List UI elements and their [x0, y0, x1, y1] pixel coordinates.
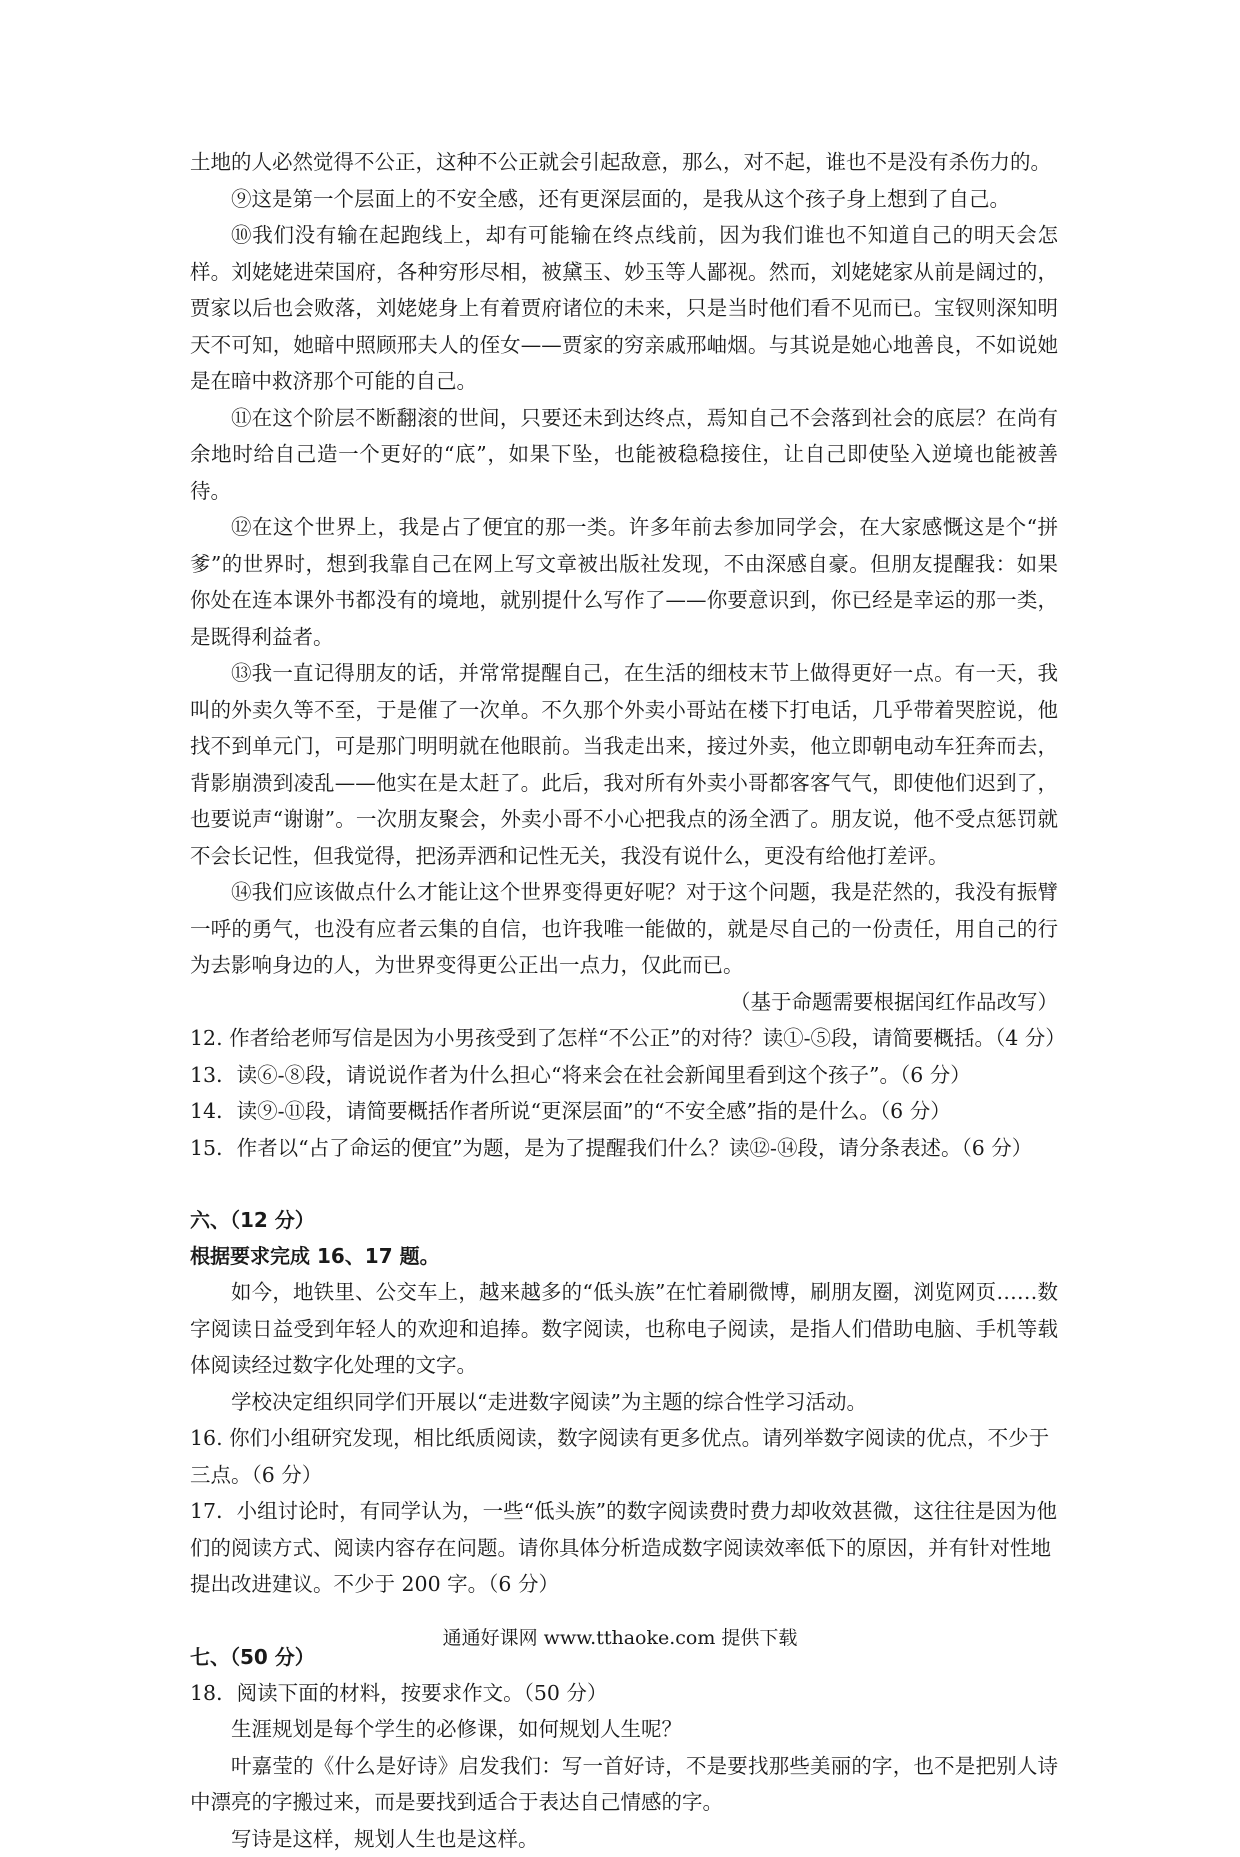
passage-paragraph-11: ⑪在这个阶层不断翻滚的世间，只要还未到达终点，焉知自己不会落到社会的底层？在尚有余地时给自己造一个更好的“底”，如果下坠，也能被稳稳接住，让自己即使坠入逆境也能被善待。	[190, 400, 1058, 510]
passage-paragraph-8-end: 土地的人必然觉得不公正，这种不公正就会引起敌意，那么，对不起，谁也不是没有杀伤力的。	[190, 144, 1058, 181]
question-15: 15．作者以“占了命运的便宜”为题，是为了提醒我们什么？读⑫-⑭段，请分条表述。（6 分）	[190, 1130, 1058, 1167]
passage-paragraph-10: ⑩我们没有输在起跑线上，却有可能输在终点线前，因为我们谁也不知道自己的明天会怎样。刘姥姥进荣国府，各种穷形尽相，被黛玉、妙玉等人鄙视。然而，刘姥姥家从前是阔过的，贾家以后也会败落，刘姥姥身上有着贾府诸位的未来，只是当时他们看不见而已。宝钗则深知明天不可知，她暗中照顾邢夫人的侄女——贾家的穷亲戚邢岫烟。与其说是她心地善良，不如说她是在暗中救济那个可能的自己。	[190, 217, 1058, 400]
essay-material-3: 写诗是这样，规划人生也是这样。	[190, 1821, 1058, 1857]
section-6-heading: 六、（12 分）	[190, 1202, 1058, 1238]
passage-paragraph-12: ⑫在这个世界上，我是占了便宜的那一类。许多年前去参加同学会，在大家感慨这是个“拼爹”的世界时，想到我靠自己在网上写文章被出版社发现，不由深感自豪。但朋友提醒我：如果你处在连本课外书都没有的境地，就别提什么写作了——你要意识到，你已经是幸运的那一类，是既得利益者。	[190, 509, 1058, 655]
page-footer: 通通好课网 www.tthaoke.com 提供下载	[0, 1623, 1240, 1650]
section-6-paragraph-1: 如今，地铁里、公交车上，越来越多的“低头族”在忙着刷微博，刷朋友圈，浏览网页……数字阅读日益受到年轻人的欢迎和追捧。数字阅读，也称电子阅读，是指人们借助电脑、手机等载体阅读经过数字化处理的文字。	[190, 1274, 1058, 1384]
passage-paragraph-13: ⑬我一直记得朋友的话，并常常提醒自己，在生活的细枝末节上做得更好一点。有一天，我叫的外卖久等不至，于是催了一次单。不久那个外卖小哥站在楼下打电话，几乎带着哭腔说，他找不到单元门，可是那门明明就在他眼前。当我走出来，接过外卖，他立即朝电动车狂奔而去，背影崩溃到凌乱——他实在是太赶了。此后，我对所有外卖小哥都客客气气，即使他们迟到了，也要说声“谢谢”。一次朋友聚会，外卖小哥不小心把我点的汤全洒了。朋友说，他不受点惩罚就不会长记性，但我觉得，把汤弄洒和记性无关，我没有说什么，更没有给他打差评。	[190, 655, 1058, 874]
question-16: 16. 你们小组研究发现，相比纸质阅读，数字阅读有更多优点。请列举数字阅读的优点，不少于三点。（6 分）	[190, 1420, 1058, 1493]
question-12: 12. 作者给老师写信是因为小男孩受到了怎样“不公正”的对待？读①-⑤段，请简要概括。（4 分）	[190, 1020, 1058, 1057]
essay-material-1: 生涯规划是每个学生的必修课，如何规划人生呢？	[190, 1711, 1058, 1748]
section-7-heading: 七、（50 分）	[190, 1639, 1058, 1675]
exam-page	[190, 144, 1058, 1857]
question-13: 13．读⑥-⑧段，请说说作者为什么担心“将来会在社会新闻里看到这个孩子”。（6 分）	[190, 1057, 1058, 1094]
section-6-instruction: 根据要求完成 16、17 题。	[190, 1238, 1058, 1274]
question-14: 14．读⑨-⑪段，请简要概括作者所说“更深层面”的“不安全感”指的是什么。（6 分）	[190, 1093, 1058, 1130]
question-17: 17．小组讨论时，有同学认为，一些“低头族”的数字阅读费时费力却收效甚微，这往往是因为他们的阅读方式、阅读内容存在问题。请你具体分析造成数字阅读效率低下的原因，并有针对性地提出改进建议。不少于 200 字。（6 分）	[190, 1493, 1058, 1603]
question-18: 18．阅读下面的材料，按要求作文。（50 分）	[190, 1675, 1058, 1712]
passage-source-note: （基于命题需要根据闰红作品改写）	[190, 984, 1058, 1021]
passage-paragraph-14: ⑭我们应该做点什么才能让这个世界变得更好呢？对于这个问题，我是茫然的，我没有振臂一呼的勇气，也没有应者云集的自信，也许我唯一能做的，就是尽自己的一份责任，用自己的行为去影响身边的人，为世界变得更公正出一点力，仅此而已。	[190, 874, 1058, 984]
essay-material-2: 叶嘉莹的《什么是好诗》启发我们：写一首好诗，不是要找那些美丽的字，也不是把别人诗中漂亮的字搬过来，而是要找到适合于表达自己情感的字。	[190, 1748, 1058, 1821]
spacer	[190, 1166, 1058, 1202]
section-6-paragraph-2: 学校决定组织同学们开展以“走进数字阅读”为主题的综合性学习活动。	[190, 1384, 1058, 1421]
passage-paragraph-9: ⑨这是第一个层面上的不安全感，还有更深层面的，是我从这个孩子身上想到了自己。	[190, 181, 1058, 218]
